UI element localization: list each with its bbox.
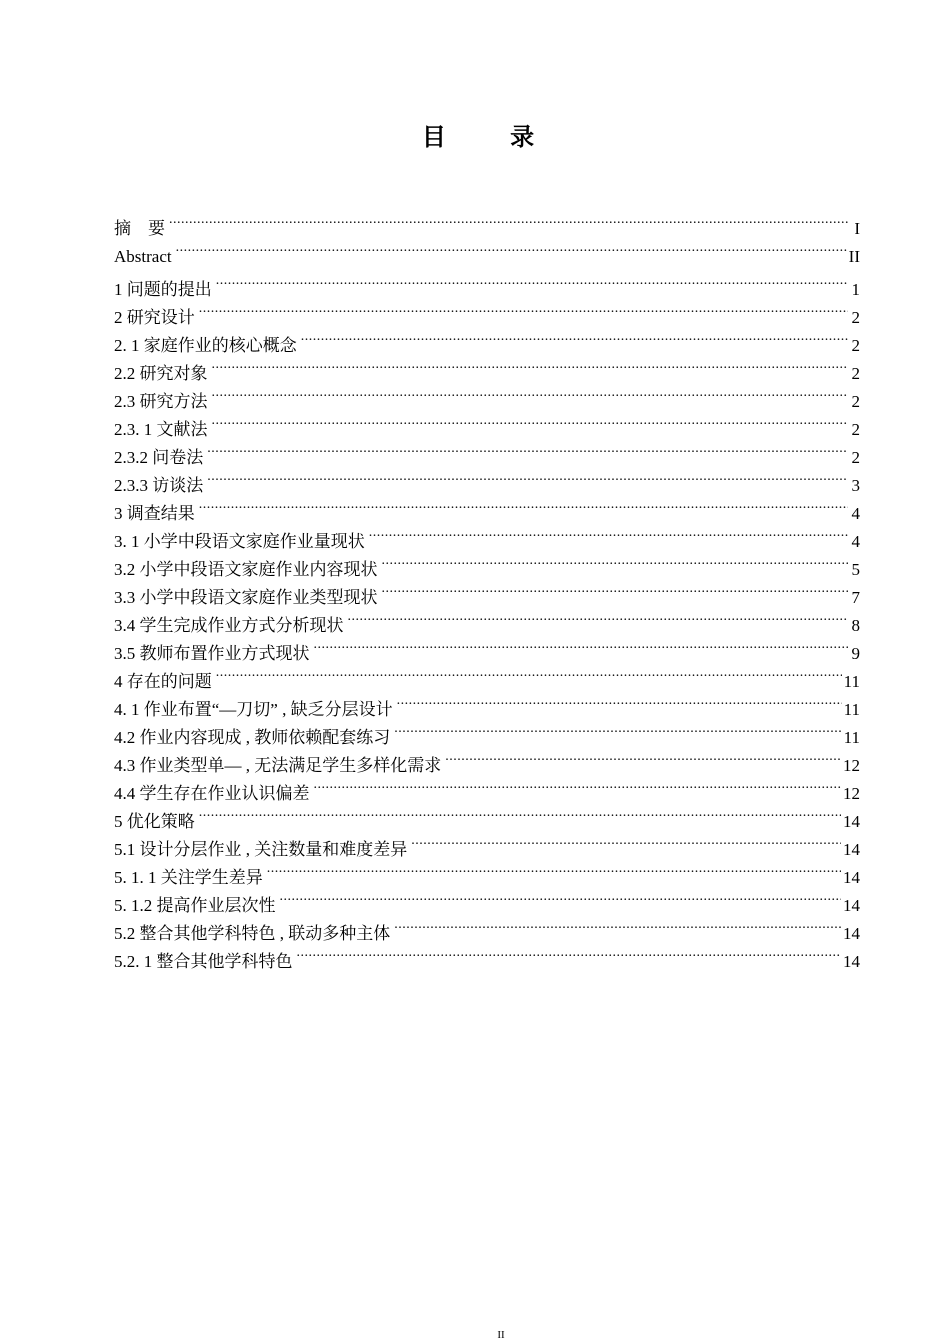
toc-dot-leader	[199, 295, 848, 323]
toc-entry[interactable]	[114, 463, 860, 495]
toc-entry-label: 4. 1 作业布置“—刀切” , 缺乏分层设计	[114, 700, 393, 719]
toc-dot-leader	[445, 743, 841, 771]
toc-entry-page: 2	[851, 448, 860, 467]
toc-dot-leader	[314, 771, 842, 799]
toc-entry-label: 5. 1. 1 关注学生差异	[114, 868, 263, 887]
toc-entry-page: 4	[851, 532, 860, 551]
page-number: II	[497, 1329, 505, 1341]
toc-entry-page: 7	[851, 588, 860, 607]
toc-entry[interactable]	[114, 295, 860, 327]
toc-dot-leader	[207, 463, 848, 491]
page-title: 目 录	[421, 123, 563, 151]
toc-entry-page: 2	[851, 364, 860, 383]
toc-dot-leader	[212, 407, 849, 435]
toc-entry-page: 2	[851, 420, 860, 439]
toc-entry-page: 2	[851, 308, 860, 327]
toc-entry-label: 3.5 教师布置作业方式现状	[114, 644, 310, 663]
toc-dot-leader	[212, 379, 849, 407]
toc-entry-page: 11	[843, 728, 860, 747]
toc-entry-label: 2.3. 1 文献法	[114, 420, 208, 439]
toc-dot-leader	[199, 799, 841, 827]
toc-dot-leader	[176, 234, 847, 262]
toc-entry-page: I	[854, 219, 860, 238]
toc-entry[interactable]	[114, 799, 860, 831]
toc-entry-label: 摘 要	[114, 219, 165, 238]
toc-dot-leader	[382, 575, 849, 603]
toc-entry[interactable]	[114, 687, 860, 719]
toc-entry[interactable]	[114, 519, 860, 551]
toc-entry[interactable]	[114, 351, 860, 383]
toc-dot-leader	[267, 855, 841, 883]
toc-entry-page: II	[848, 247, 860, 266]
toc-entry-page: 14	[843, 840, 860, 859]
toc-entry-label: 3.3 小学中段语文家庭作业类型现状	[114, 588, 378, 607]
toc-entry-page: 11	[843, 700, 860, 719]
toc-entry-page: 1	[851, 280, 860, 299]
toc-entry-label: 5.1 设计分层作业 , 关注数量和难度差异	[114, 840, 408, 859]
toc-entry-label: 3.2 小学中段语文家庭作业内容现状	[114, 560, 378, 579]
toc-entry-page: 12	[843, 756, 860, 775]
toc-entry-label: 2.3 研究方法	[114, 392, 208, 411]
toc-entry[interactable]	[114, 206, 860, 238]
toc-entry[interactable]	[114, 659, 860, 691]
toc-dot-leader	[301, 323, 848, 351]
toc-entry-label: 4.3 作业类型单— , 无法满足学生多样化需求	[114, 756, 442, 775]
toc-entry-label: 2 研究设计	[114, 308, 195, 327]
toc-dot-leader	[394, 911, 841, 939]
toc-entry-page: 8	[851, 616, 860, 635]
toc-entry[interactable]	[114, 491, 860, 523]
toc-dot-leader	[207, 435, 848, 463]
toc-entry[interactable]	[114, 234, 860, 266]
toc-entry-label: 5.2. 1 整合其他学科特色	[114, 952, 293, 971]
toc-entry-page: 11	[843, 672, 860, 691]
toc-entry[interactable]	[114, 267, 860, 299]
toc-entry-label: 5.2 整合其他学科特色 , 联动多种主体	[114, 924, 391, 943]
toc-entry[interactable]	[114, 827, 860, 859]
toc-entry-page: 4	[851, 504, 860, 523]
toc-dot-leader	[199, 491, 848, 519]
toc-entry-label: 1 问题的提出	[114, 280, 212, 299]
toc-entry-label: 3. 1 小学中段语文家庭作业量现状	[114, 532, 365, 551]
toc-entry-label: Abstract	[114, 247, 172, 266]
toc-entry-page: 14	[843, 812, 860, 831]
toc-entry-label: 5. 1.2 提高作业层次性	[114, 896, 276, 915]
toc-entry-label: 4.2 作业内容现成 , 教师依赖配套练习	[114, 728, 391, 747]
toc-dot-leader	[212, 351, 849, 379]
toc-dot-leader	[280, 883, 842, 911]
toc-entry-page: 12	[843, 784, 860, 803]
toc-entry-page: 5	[851, 560, 860, 579]
toc-dot-leader	[394, 715, 841, 743]
toc-entry-page: 9	[851, 644, 860, 663]
toc-entry-label: 2. 1 家庭作业的核心概念	[114, 336, 297, 355]
toc-entry-page: 14	[843, 924, 860, 943]
toc-entry-page: 14	[843, 868, 860, 887]
toc-entry-page: 2	[851, 392, 860, 411]
table-of-contents	[114, 206, 860, 971]
toc-dot-leader	[397, 687, 842, 715]
toc-entry-label: 2.3.3 访谈法	[114, 476, 204, 495]
toc-entry-page: 2	[851, 336, 860, 355]
toc-entry-label: 4 存在的问题	[114, 672, 212, 691]
toc-dot-leader	[216, 659, 842, 687]
toc-dot-leader	[297, 939, 842, 967]
toc-entry-label: 3.4 学生完成作业方式分析现状	[114, 616, 344, 635]
toc-dot-leader	[411, 827, 841, 855]
toc-dot-leader	[369, 519, 848, 547]
toc-entry[interactable]	[114, 323, 860, 355]
toc-dot-leader	[314, 631, 849, 659]
toc-entry-label: 3 调查结果	[114, 504, 195, 523]
toc-dot-leader	[382, 547, 849, 575]
toc-entry-label: 5 优化策略	[114, 812, 195, 831]
toc-entry[interactable]	[114, 407, 860, 439]
toc-dot-leader	[169, 206, 848, 234]
toc-entry[interactable]	[114, 435, 860, 467]
toc-dot-leader	[216, 267, 848, 295]
toc-entry-label: 4.4 学生存在作业认识偏差	[114, 784, 310, 803]
toc-entry-label: 2.2 研究对象	[114, 364, 208, 383]
toc-entry[interactable]	[114, 379, 860, 411]
toc-entry-page: 3	[851, 476, 860, 495]
toc-entry-label: 2.3.2 问卷法	[114, 448, 204, 467]
toc-entry-page: 14	[843, 952, 860, 971]
toc-dot-leader	[348, 603, 849, 631]
toc-entry-page: 14	[843, 896, 860, 915]
